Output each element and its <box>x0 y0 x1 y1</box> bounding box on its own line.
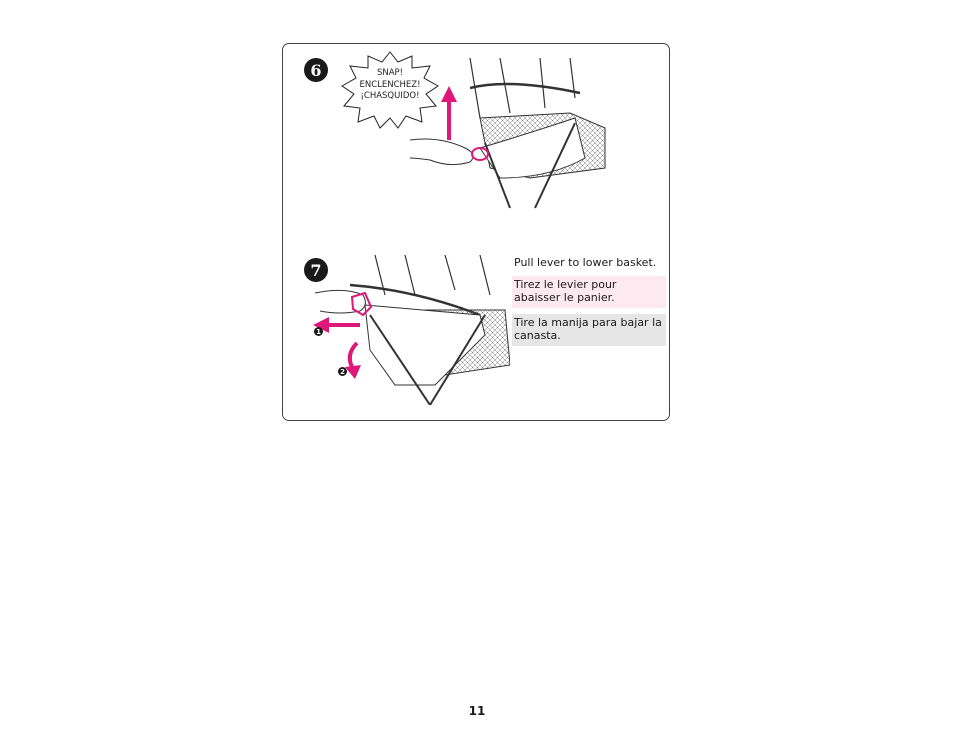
step-6-illustration <box>410 58 610 213</box>
instruction-en: Pull lever to lower basket. <box>514 256 657 269</box>
step-7-marker-1: 1 <box>314 327 323 336</box>
instruction-es: Tire la manija para bajar la canasta. <box>512 314 666 346</box>
burst-line-es: ¡CHASQUIDO! <box>360 91 420 101</box>
step-7-illustration <box>305 255 510 405</box>
instruction-fr: Tirez le levier pour abaisser le panier. <box>512 276 666 308</box>
step-6-badge: 6 <box>304 58 328 82</box>
step-7-badge: 7 <box>304 258 328 282</box>
burst-line-en: SNAP! <box>376 68 404 78</box>
burst-line-fr: ENCLENCHEZ! <box>359 79 421 90</box>
page-number: 11 <box>468 704 486 718</box>
step-7-marker-2: 2 <box>338 367 347 376</box>
